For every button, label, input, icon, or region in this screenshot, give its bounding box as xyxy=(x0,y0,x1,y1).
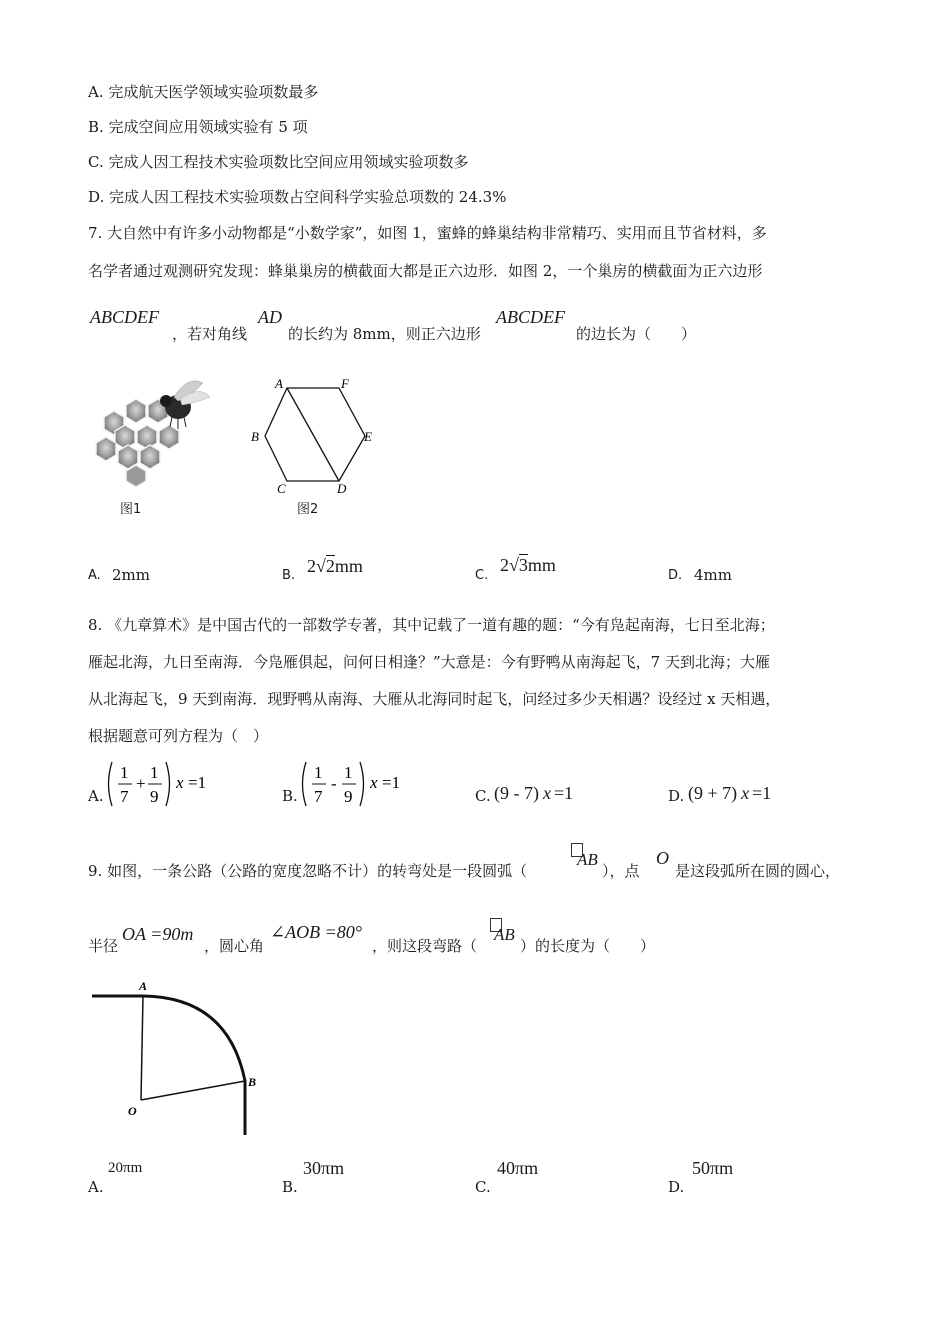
q7-math-hexagon: ABCDEF xyxy=(90,307,159,327)
hexagon-diagram xyxy=(245,375,380,495)
hex-label-c: C xyxy=(277,481,286,495)
q9-option-c-value: 40πm xyxy=(497,1158,539,1178)
q9-text-5: ，圆心角 xyxy=(204,937,265,955)
svg-text:-: - xyxy=(331,774,337,793)
q7-option-a-value: 2mm xyxy=(112,566,150,584)
road-label-b: B xyxy=(248,1075,257,1089)
q8-option-c-label: C. xyxy=(475,787,491,805)
q8-line-1: 8. 《九章算术》是中国古代的一部数学专著，其中记载了一道有趣的题：“今有凫起南海，七日至北海； xyxy=(88,616,775,634)
q8-option-a-label: A. xyxy=(88,787,104,805)
svg-text:1: 1 xyxy=(314,763,323,782)
q9-option-a-label: A. xyxy=(88,1178,104,1196)
q8-option-d-equation: (9 + 7) x =1 xyxy=(688,783,772,803)
q6-option-c: C. 完成人因工程技术实验项数比空间应用领域实验项数多 xyxy=(88,153,469,171)
svg-text:7: 7 xyxy=(120,787,129,806)
q9-text-2: ），点 xyxy=(602,862,640,880)
svg-text:1: 1 xyxy=(120,763,129,782)
q9-option-b-label: B. xyxy=(282,1178,298,1196)
q7-text-a: ，若对角线 xyxy=(172,325,248,343)
honeycomb-bee-image xyxy=(88,375,218,495)
q8-option-d-label: D. xyxy=(668,787,685,805)
svg-text:=1: =1 xyxy=(382,773,401,792)
q7-option-d-label: D. xyxy=(668,568,683,583)
q9-text-3: 是这段弧所在圆的圆心， xyxy=(675,862,841,880)
figure-2-caption: 图2 xyxy=(297,502,319,517)
q7-line-1: 7. 大自然中有许多小动物都是“小数学家”，如图 1，蜜蜂的蜂巢结构非常精巧、实用而且节省材料，多 xyxy=(88,224,767,242)
q9-text-6: ，则这段弯路（ xyxy=(372,937,478,955)
q8-option-b-label: B. xyxy=(282,787,298,805)
q9-arc-ab: AB xyxy=(577,850,598,869)
q9-radius: OA =90m xyxy=(122,924,194,944)
q7-math-hexagon-2: ABCDEF xyxy=(496,307,565,327)
q8-line-3: 从北海起飞，9 天到南海．现野鸭从南海、大雁从北海同时起飞，问经过多少天相遇？设经过 x 天相遇， xyxy=(88,690,781,708)
hex-label-e: E xyxy=(364,429,372,444)
svg-text:7: 7 xyxy=(314,787,323,806)
hex-label-d: D xyxy=(337,481,347,495)
q9-option-d-label: D. xyxy=(668,1178,685,1196)
q6-option-a: A. 完成航天医学领域实验项数最多 xyxy=(88,83,319,101)
q9-arc-ab-2: AB xyxy=(494,925,515,944)
q7-option-c-value: 2√3mm xyxy=(500,555,556,575)
q8-option-a-equation xyxy=(104,758,214,810)
q9-angle: ∠AOB =80° xyxy=(270,922,362,942)
q9-option-b-value: 30πm xyxy=(303,1158,345,1178)
q7-option-b-label: B. xyxy=(282,568,296,583)
figure-1-caption: 图1 xyxy=(120,502,142,517)
q9-text-1: 9. 如图，一条公路（公路的宽度忽略不计）的转弯处是一段圆弧（ xyxy=(88,862,528,880)
hex-label-b: B xyxy=(251,429,259,444)
q7-text-c: 的边长为（ ） xyxy=(576,325,697,343)
q6-option-b: B. 完成空间应用领域实验有 5 项 xyxy=(88,118,308,136)
q8-line-2: 雁起北海，九日至南海．今凫雁俱起，问何日相逢？”大意是：今有野鸭从南海起飞，7 天到北海；大雁 xyxy=(88,653,770,671)
q6-option-d: D. 完成人因工程技术实验项数占空间科学实验总项数的 24.3% xyxy=(88,188,507,206)
hex-label-f: F xyxy=(341,376,349,391)
q8-option-c-equation: (9 - 7) x =1 xyxy=(494,783,574,803)
q8-line-4: 根据题意可列方程为（ ） xyxy=(88,727,269,745)
q9-math-o: O xyxy=(656,848,669,868)
svg-text:9: 9 xyxy=(150,787,159,806)
q7-option-d-value: 4mm xyxy=(694,566,732,584)
q7-text-b: 的长约为 8mm，则正六边形 xyxy=(288,325,481,343)
svg-text:x: x xyxy=(176,773,184,792)
svg-text:1: 1 xyxy=(150,763,159,782)
road-curve-diagram xyxy=(88,975,278,1140)
svg-text:1: 1 xyxy=(344,763,353,782)
svg-text:+: + xyxy=(136,774,146,793)
q9-text-4: 半径 xyxy=(88,937,119,955)
q7-line-2: 名学者通过观测研究发现：蜂巢巢房的横截面大都是正六边形．如图 2，一个巢房的横截面为正六边形 xyxy=(88,262,763,280)
q8-option-b-equation xyxy=(298,758,408,810)
svg-text:x: x xyxy=(370,773,378,792)
q7-option-c-label: C. xyxy=(475,568,489,583)
q9-option-a-value: 20πm xyxy=(108,1160,143,1176)
road-label-a: A xyxy=(139,979,148,993)
q9-option-d-value: 50πm xyxy=(692,1158,734,1178)
q7-math-ad: AD xyxy=(258,307,282,327)
road-label-o: O xyxy=(128,1104,137,1118)
hex-label-a: A xyxy=(275,376,283,391)
svg-text:=1: =1 xyxy=(188,773,207,792)
svg-text:9: 9 xyxy=(344,787,353,806)
q7-option-a-label: A. xyxy=(88,568,101,583)
q7-option-b-value: 2√2mm xyxy=(307,556,363,576)
q9-option-c-label: C. xyxy=(475,1178,491,1196)
q9-text-7: ）的长度为（ ） xyxy=(520,937,656,955)
